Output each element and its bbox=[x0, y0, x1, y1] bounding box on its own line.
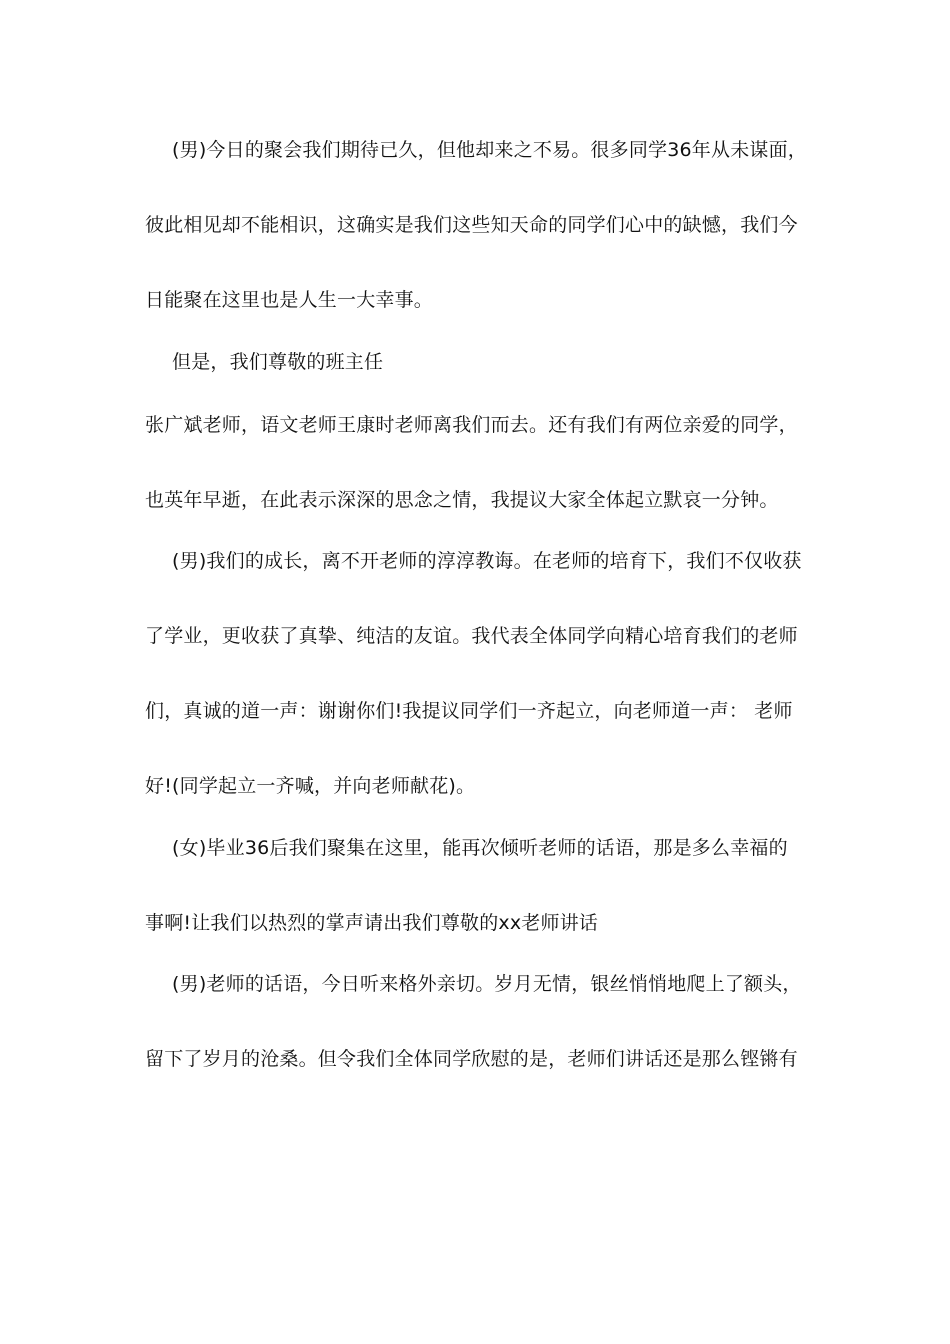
paragraph-line-9: 们，真诚的道一声：谢谢你们!我提议同学们一齐起立，向老师道一声： 老师 bbox=[145, 700, 793, 722]
paragraph-line-10: 好!(同学起立一齐喊，并向老师献花)。 bbox=[145, 775, 476, 797]
paragraph-line-13: (男)老师的话语，今日听来格外亲切。岁月无情，银丝悄悄地爬上了额头， bbox=[172, 973, 802, 995]
paragraph-line-2: 彼此相见却不能相识，这确实是我们这些知天命的同学们心中的缺憾，我们今 bbox=[145, 214, 798, 236]
paragraph-line-11: (女)毕业36后我们聚集在这里，能再次倾听老师的话语，那是多么幸福的 bbox=[172, 837, 788, 859]
paragraph-line-12: 事啊!让我们以热烈的掌声请出我们尊敬的xx老师讲话 bbox=[145, 912, 599, 934]
paragraph-line-14: 留下了岁月的沧桑。但令我们全体同学欣慰的是，老师们讲话还是那么铿锵有 bbox=[145, 1048, 798, 1070]
paragraph-line-6: 也英年早逝，在此表示深深的思念之情，我提议大家全体起立默哀一分钟。 bbox=[145, 489, 779, 511]
paragraph-line-8: 了学业，更收获了真挚、纯洁的友谊。我代表全体同学向精心培育我们的老师 bbox=[145, 625, 798, 647]
paragraph-line-1: (男)今日的聚会我们期待已久，但他却来之不易。很多同学36年从未谋面， bbox=[172, 139, 808, 161]
paragraph-line-3: 日能聚在这里也是人生一大幸事。 bbox=[145, 289, 434, 311]
paragraph-line-7: (男)我们的成长，离不开老师的淳淳教诲。在老师的培育下，我们不仅收获 bbox=[172, 550, 802, 572]
paragraph-line-5: 张广斌老师，语文老师王康时老师离我们而去。还有我们有两位亲爱的同学， bbox=[145, 414, 798, 436]
paragraph-line-4: 但是，我们尊敬的班主任 bbox=[172, 351, 384, 373]
